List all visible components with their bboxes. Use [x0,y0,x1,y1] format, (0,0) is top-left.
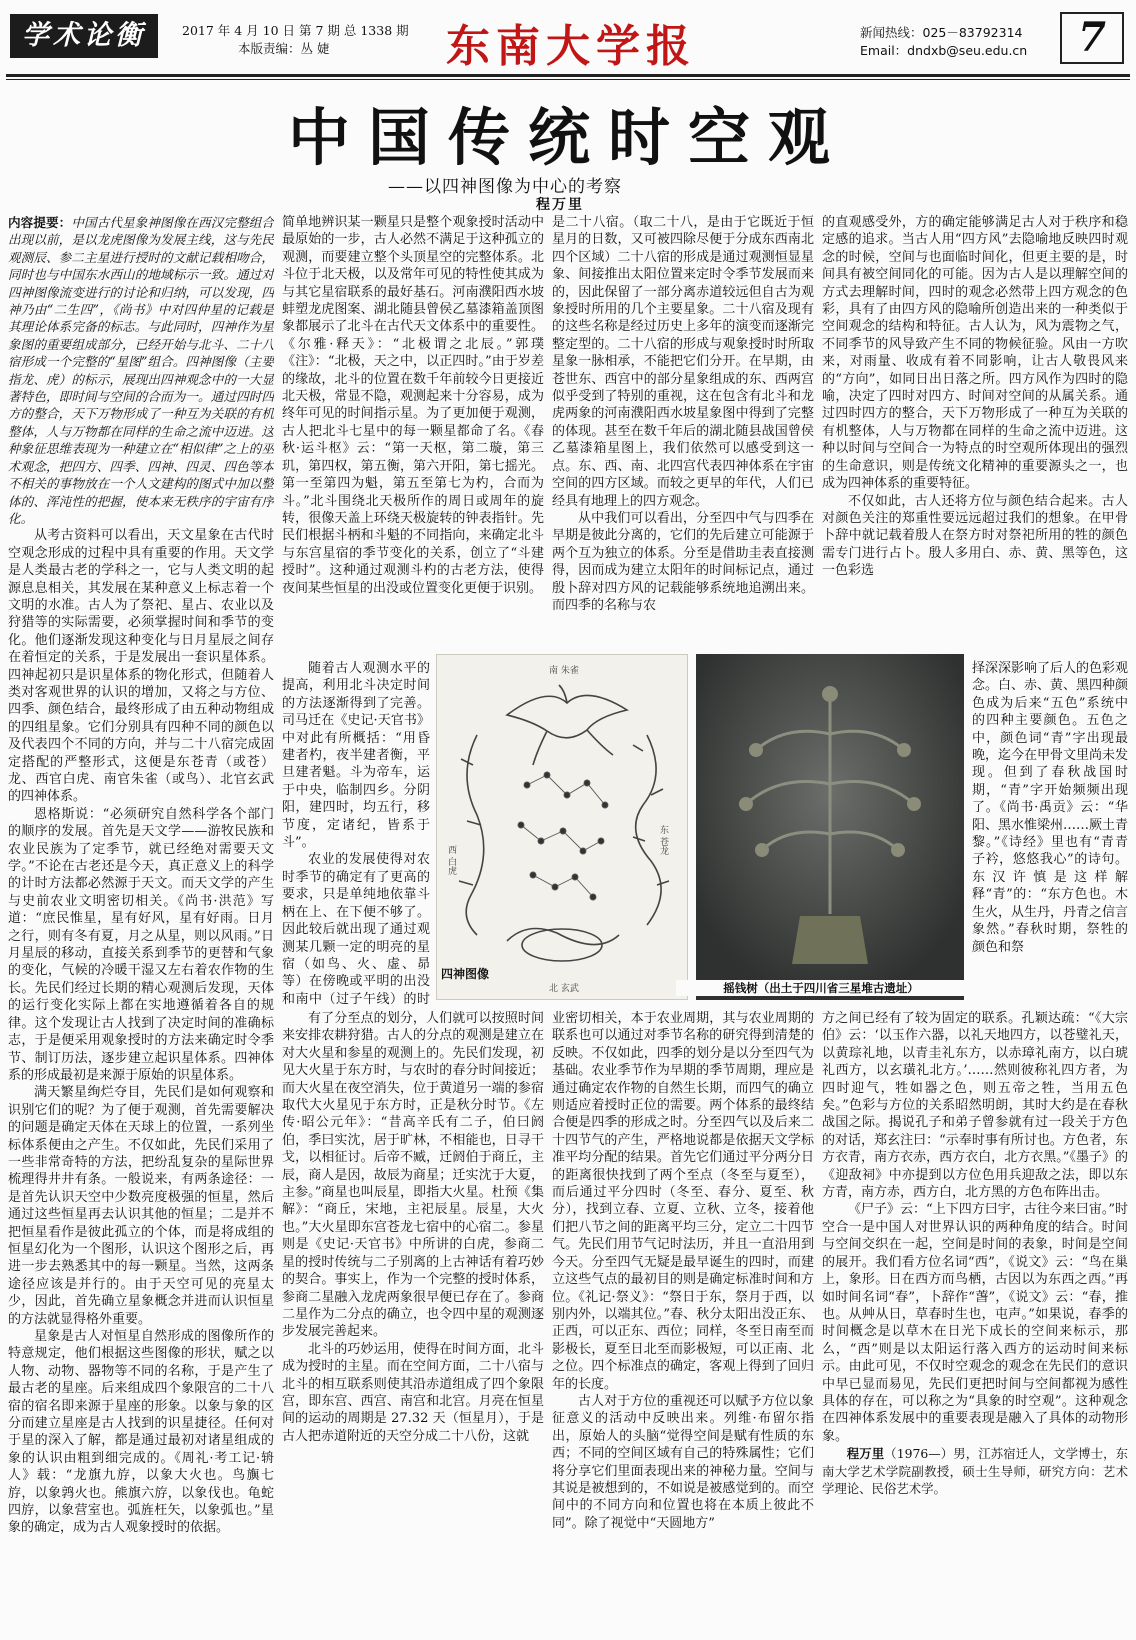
paragraph: 择深深影响了后人的色彩观念。白、赤、黄、黑四种颜色成为后来“五色”系统中的四种主要颜色。五色之中，颜色词“青”字出现最晚，迄今在甲骨文里尚未发现。但到了春秋战国时期，“青”字开始频频出现了。《尚书·禹贡》云：“华阳、黑水惟梁州……厥土青黎。”《诗经》里也有“青青子衿，悠悠我心”的诗句。东汉许慎是这样解释“青”的：“东方色也。木生火，从生丹，丹青之信言象然。”春秋时期，祭牲的颜色和祭 [972,661,1128,955]
label-south: 南 朱雀 [549,666,579,676]
paragraph: 业密切相关，本于农业周期，其与农业周期的联系也可以通过对季节名称的研究得到清楚的反映。不仅如此，四季的划分是以分至四气为基础。农业季节作为早期的季节周期，理应是通过确定农作物的自然生长期，而四气的确立则适应着授时正位的需要。两个体系的最终结合便是四季的形成之时。分至四气以及后来二十四节气的产生，严格地说都是依据天文学标准平均分配的结果。首先它们通过平分两分日的距离很快找到了两个至点（冬至与夏至），而后通过平分四时（冬至、春分、夏至、秋分），找到立春、立夏、立秋、立冬，接着他们把八节之间的距离平均三分，定立二十四节气。先民们用节气记时法历，并且一直沿用到今天。分至四气无疑是最早诞生的四时，而建立这些气点的最初目的则是确定标准时间和方位。《礼记·祭义》：“祭日于东，祭月于西，以别内外，以端其位。”春、秋分太阳出没正东、正西，可以正东、西位；同样，冬至日南至而影极长，夏至日北至而影极短，可以正南、北之位。四个标准点的确定，客观上得到了回归年的长度。 [552,1011,814,1392]
article-column-4-narrow [972,660,1128,1006]
author-note [822,1445,1128,1497]
four-deities-figure [436,654,688,1000]
abstract-label: 内容提要： [8,215,72,230]
paragraph: 北斗的巧妙运用，使得在时间方面，北斗成为授时的主星。而在空间方面，二十八宿与北斗的相互联系则使其沿赤道组成了四个象限宫，即东宫、西宫、南宫和北宫。月亮在恒星间的运动的周期是 27.32 天（恒星月），于是古人把赤道附近的天空分成二十八份，这就 [282,1341,544,1444]
tree-base-icon [792,916,868,964]
hotline: 新闻热线：025－83792314 [860,25,1023,40]
masthead-rule [6,74,1130,77]
star-map-icon [518,772,608,900]
author-note-name: 程万里 [846,1446,885,1462]
paragraph: 方之间已经有了较为固定的联系。孔颖达疏：“《大宗伯》云：‘以玉作六器，以礼天地四方，以苍璧礼天，以黄琮礼地，以青圭礼东方，以赤璋礼南方，以白琥礼西方，以玄璜礼北方。’……然则彼称礼四方者，为四时迎气，牲如器之色，则五帝之牲，当用五色矣。”色彩与方位的关系昭然明朗，其时大约是在春秋战国之际。揭说孔子和弟子曾参就有过一段关于方色的对话，郑玄注曰：“示奉时事有所讨也。方色者，东方衣青，南方衣赤，西方衣白，北方衣黑。”《墨子》的《迎敌祠》中亦提到以方位色用兵迎敌之法，即以东方青，南方赤，西方白，北方黑的方色布阵出击。 [822,1011,1128,1201]
paragraph: 古人对于方位的重视还可以赋予方位以象征意义的活动中反映出来。列维·布留尔指出，原始人的头脑“觉得空间是赋有性质的东西；不同的空间区域有自己的特殊属性；它们将分享它们里面表现出来的神秘力量。空间与其说是被想到的，不如说是被感觉到的。而空间中的不同方向和位置也将在本质上彼此不同”。除了视觉中“天圆地方” [552,1393,814,1531]
paragraph: 的直观感受外，方的确定能够满足古人对于秩序和稳定感的追求。当古人用“四方风”去隐喻地反映四时观念的时候，空间与也面临时间化，但更主要的是，时间具有被空间同化的可能。因为古人是以理解空间的方式去理解时间，四时的观念必然带上四方观念的色彩，具有了由四方风的隐喻所创造出来的一种类似于空间观念的结构和特征。古人认为，风为震物之气，不同季节的风导致产生不同的物候征验。风由一方吹来，对雨量、收成有着不同影响，让古人敬畏风来的“方向”，如同日出日落之所。四方风作为四时的隐喻，决定了四时对四方、时间对空间的从属关系。通过四时四方的整合，天下万物形成了一种互为关联的有机整体，人与万物都在同样的生命之流中迈进。这种以时间与空间合一为特点的时空观所体现出的强烈的生命意识，则是传统文化精神的重要源头之一，也成为四神体系的重要特征。 [822,215,1128,492]
masthead [0,0,1136,86]
paragraph: 随着古人观测水平的提高，利用北斗决定时间的方法逐渐得到了完善。司马迁在《史记·天官书》中对此有所概括：“用昏建者杓，夜半建者衡，平旦建者魁。斗为帝车，运于中央，临制四乡。分阴阳，建四时，均五行，移节度，定诸纪，皆系于斗”。 [282,661,430,851]
editor-line: 本版责编：丛 婕 [238,41,330,56]
figure-caption-right: 摇钱树（出土于四川省三星堆古遗址） [676,980,966,996]
money-tree-image [696,654,964,1000]
article-column-2-top [282,214,544,654]
paragraph: 不仅如此，古人还将方位与颜色结合起来。古人对颜色关注的郑重性要远远超过我们的想象。在甲骨卜辞中就记载着殷人在祭方时对祭祀所用的牲的颜色需专门进行占卜。殷人多用白、赤、黄、黑等色，这一色彩选 [822,493,1128,579]
white-tiger-icon [459,735,484,935]
black-tortoise-icon [507,929,619,962]
four-deities-drawing [437,655,687,999]
paragraph: 恩格斯说：“必须研究自然科学各个部门的顺序的发展。首先是天文学——游牧民族和农业民族为了定季节，就已经绝对需要天文学。”不论在古老还是今天，真正意义上的科学的计时方法都必然源于天文。而天文学的产生与史前农业文明密切相关。《尚书·洪范》写道：“庶民惟星，星有好风，星有好雨。日月之行，则有冬有夏，月之从星，则以风雨。”日月星辰的移动，直接关系到季节的更替和气象的变化，气候的冷暖干湿又左右着农作物的生长。先民们经过长期的精心观测后发现，天体的运行变化实际上都在实地遵循着各自的规律。这个发现让古人找到了决定时间的准确标志，于是便采用观象授时的方法来确定时令季节、制订历法，逐步建立起识星体系。四神体系的形成最初是来源于原始的识星体系。 [8,806,274,1083]
paragraph: 有了分至点的划分，人们就可以按照时间来安排农耕狩猎。古人的分点的观测是建立在对大火星和参星的观测上的。先民们发现，初见大火星于东方时，与农时的春分时间接近；而大火星在夜空消失，位于黄道另一端的参宿取代大火星见于东方时，正是秋分时节。《左传·昭公元年》：“昔高辛氏有二子，伯曰阏伯，季曰实沈，居于旷林，不相能也，日寻干戈，以相征讨。后帝不臧，迁阏伯于商丘，主辰，商人是因，故辰为商星；迁实沈于大夏，主参。”商星也叫辰星，即指大火星。杜预《集解》：“商丘，宋地，主祀辰星。辰星，大火也。”大火星即东宫苍龙七宿中的心宿二。参星则是《史记·天官书》中所讲的白虎，参商二星的授时传统与二子别离的上古神话有着巧妙的契合。事实上，作为一个完整的授时体系，参商二星融入龙虎两象很早便已存在了。参商二星作为二分点的确立，也令四中星的观测逐步发展完善起来。 [282,1011,544,1340]
article-byline: 程万里 [536,197,584,213]
money-tree-photo [696,654,964,1000]
paragraph: 是二十八宿。（取二十八，是由于它既近于恒星月的日数，又可被四除尽便于分成东西南北四个区域）二十八宿的形成是通过观测恒显星象、间接推出太阳位置来定时令季节发展而来的，因此保留了一部分离赤道较远但自古为观象授时所用的几个主要星象。二十八宿及现有的这些名称是经过历史上多年的演变而逐渐完整定型的。二十八宿的形成与观象授时时所取星象一脉相承，不能把它们分开。在早期，由苍世东、西宫中的部分星象组成的东、西两宫似乎受到了特别的重视，这在包含有北斗和龙虎两象的河南濮阳西水坡星象图中得到了完整的体现。甚至在数千年后的湖北随县战国曾侯乙墓漆箱星图上，我们依然可以感受到这一点。东、西、南、北四宫代表四神体系在宇宙空间的四方区域。而较之更早的年代，人们已经具有地理上的四方观念。 [552,215,814,509]
paragraph: 星象是古人对恒星自然形成的图像所作的特意规定，他们根据这些图像的形状，赋之以人物、动物、器物等不同的名称，于是产生了最古老的星座。后来组成四个象限宫的二十八宿的宿名即来源于星座的形象。以象与象的区分而建立星座是古人找到的识星捷径。任何对于星的深入了解，都是通过最初对诸星组成的象的认识由粗到细完成的。《周礼·考工记·辀人》载：“龙旗九斿，以象大火也。鸟旟七斿，以象鹑火也。熊旗六斿，以象伐也。龟蛇四斿，以象营室也。弧旌枉矢，以象弧也。”星象的确定，成为古人观象授时的依据。 [8,1329,274,1536]
issue-info [182,22,409,58]
abstract-text: 中国古代星象神图像在西汉完整组合出现以前，是以龙虎图像为发展主线，这与先民观测辰、参二主星进行授时的文献记载相吻合，同时也与中国东水西山的地域标示一致。通过对四神图像流变进行的讨论和归纳，可以发现，四神乃由“二生四”，《尚书》中对四仲星的记载是其理论体系完备的标志。与此同时，四神作为星象图的重要组成部分，已经开始与北斗、二十八宿形成一个完整的“星图”组合。四神图像（主要指龙、虎）的标示，展现出四神观念中的一大显著特色，即时间与空间的合而为一。通过四时四方的整合，天下万物形成了一种互为关联的有机整体，人与万物都在同样的生命之流中迈进。这种象征思维表现为一种建立在“相似律”之上的巫术观念，把四方、四季、四神、四灵、四色等本不相关的事物放在一个人文建构的图式中加以整体的、浑沌性的把握，使本来无秩序的宇宙有序化。 [8,215,274,526]
article-column-4-top [822,214,1128,654]
label-north: 北 玄武 [549,984,579,994]
label-east: 东 苍龙 [658,825,668,855]
paragraph: 农业的发展使得对农时季节的确定有了更高的要求，只是单纯地依靠斗柄在上、在下便不够了。因此较后就出现了通过观测某几颗一定的明亮的星宿（如鸟、火、虚、昴等）在傍晚或平明的出没和南中（过子午线）的时 [282,852,430,1006]
article-column-3-top [552,214,814,654]
article-column-2-bottom [282,1010,544,1636]
masthead-rule-thin [6,79,1130,80]
paragraph: 《尸子》云：“上下四方曰宇，古往今来曰宙。”时空合一是中国人对世界认识的两种角度的结合。时间与空间交织在一起，空间是时间的表象，时间是空间的展开。我们看方位名词“西”，《说文》云：“鸟在巢上，象形。日在西方而鸟栖，古因以为东西之西。”再如时间名词“春”，卜辞作“萅”，《说文》云：“春，推也。从艸从日，草春时生也，屯声。”如果说，春季的时间概念是以草木在日光下成长的空间来标示，那么，“西”则是以太阳运行落入西方的运动时间来标示。由此可见，不仅时空观念的观念在先民们的意识中早已显而易见，先民们更把时间与空间都视为感性具体的存在，可以称之为“具象的时空观”。这种观念在四神体系发展中的重要表现是融入了具体的动物形象。 [822,1202,1128,1444]
author-note-text: （1976—）男，江苏宿迁人，文学博士，东南大学艺术学院副教授，硕士生导师，研究方向：艺术学理论、民俗艺术学。 [822,1446,1128,1496]
paragraph: 从中我们可以看出，分至四中气与四季在早期是彼此分离的，它们的先后建立可能源于两个互为独立的体系。分至是借助圭表直接测得，因而成为建立太阳年的时间标记点，通过殷卜辞对四方风的记载能够系统地追溯出来。而四季的名称与农 [552,510,814,613]
email: Email：dndxb@seu.edu.cn [860,43,1028,58]
label-west: 西 白虎 [446,845,456,875]
article-column-2-narrow [282,660,430,1006]
paragraph: 简单地辨识某一颗星只是整个观象授时活动中最原始的一步，古人必然不满足于这种孤立的观测，而要建立整个头顶星空的完整体系。北斗位于北天极，以及常年可见的特性使其成为与其它星宿联系的最好基石。河南濮阳西水坡蚌塑龙虎图案、湖北随县曾侯乙墓漆箱盖顶图象都展示了北斗在古代天文体系中的重要性。《尔雅·释天》：“北极谓之北辰。”郭璞《注》：“北极，天之中，以正四时。”由于岁差的缘故，北斗的位置在数千年前较今日更接近北天极，常显不隐，观测起来十分容易，成为终年可见的时间指示星。为了更加便于观测，古人把北斗七星中的每一颗星都命了名。《春秋·运斗枢》云：“第一天枢，第二璇，第三玑，第四权，第五衡，第六开阳，第七摇光。第一至第四为魁，第五至第七为杓，合而为斗。”北斗围绕北天极所作的周日或周年的旋转，很像天盖上环绕天极旋转的钟表指针。先民们根据斗柄和斗魁的不同指向，来确定北斗与东宫星宿的季节变化的关系，创立了“斗建授时”。这种通过观测斗杓的古老方法，使得夜间某些恒星的出没或位置变化更便于识别。 [282,215,544,596]
page-number: 7 [1060,12,1124,64]
issue-line: 2017 年 4 月 10 日 第 7 期 总 1338 期 [182,23,409,38]
article-column-4-bottom [822,1010,1128,1636]
article-column-3-bottom [552,1010,814,1636]
paragraph: 满天繁星绚烂夺目，先民们是如何观察和识别它们的呢？为了便于观测，首先需要解决的问题是确定天体在天球上的位置，一系列坐标体系便由之产生。不仅如此，先民们采用了一些非常奇特的方法，把纷乱复杂的星际世界梳理得井井有条。一般说来，有两条途径：一是首先认识天空中少数亮度极强的恒星，然后通过这些恒星再去认识其他的恒星；二是并不把恒星看作是彼此孤立的个体，而是将成组的恒星幻化为一个图形，认识这个图形之后，再进一步去熟悉其中的每一颗星。当然，这两条途径应该是并行的。由于天空可见的亮星太少，因此，首先确立星象概念并进而认识恒星的方法就显得格外重要。 [8,1085,274,1327]
abstract [8,214,274,527]
article-title: 中国传统时空观 [287,101,848,174]
newspaper-logo: 东南大学报 [446,21,696,72]
contact-info [860,24,1027,60]
figure-caption-left: 四神图像 [441,967,490,981]
article-column-1 [8,214,274,1634]
article-subtitle: ——以四神图像为中心的考察 [388,177,622,197]
section-tag: 学术论衡 [10,14,158,58]
paragraph: 从考古资料可以看出，天文星象在古代时空观念形成的过程中具有重要的作用。天文学是人类最古老的学科之一，它与人类文明的起源息息相关，其发展在某种意义上标志着一个文明的水准。古人为了祭祀、星占、农业以及狩猎等的实际需要，必须掌握时间和季节的变化。他们逐渐发现这种变化与日月星辰之间存在着恒定的关系，于是发展出一套识星体系。四神起初只是识星体系的物化形式，但随着人类对客观世界的认识的增加，又将之与方位、四季、颜色结合，最终形成了由五种动物组成的四组星象。它们分别具有四种不同的颜色以及代表四个不同的方向，并与二十八宿完成固定搭配的严整形式，这便是东苍青（或苍）龙、西官白虎、南官朱雀（或鸟）、北官玄武的四神体系。 [8,528,274,805]
vermilion-bird-icon [507,685,627,765]
